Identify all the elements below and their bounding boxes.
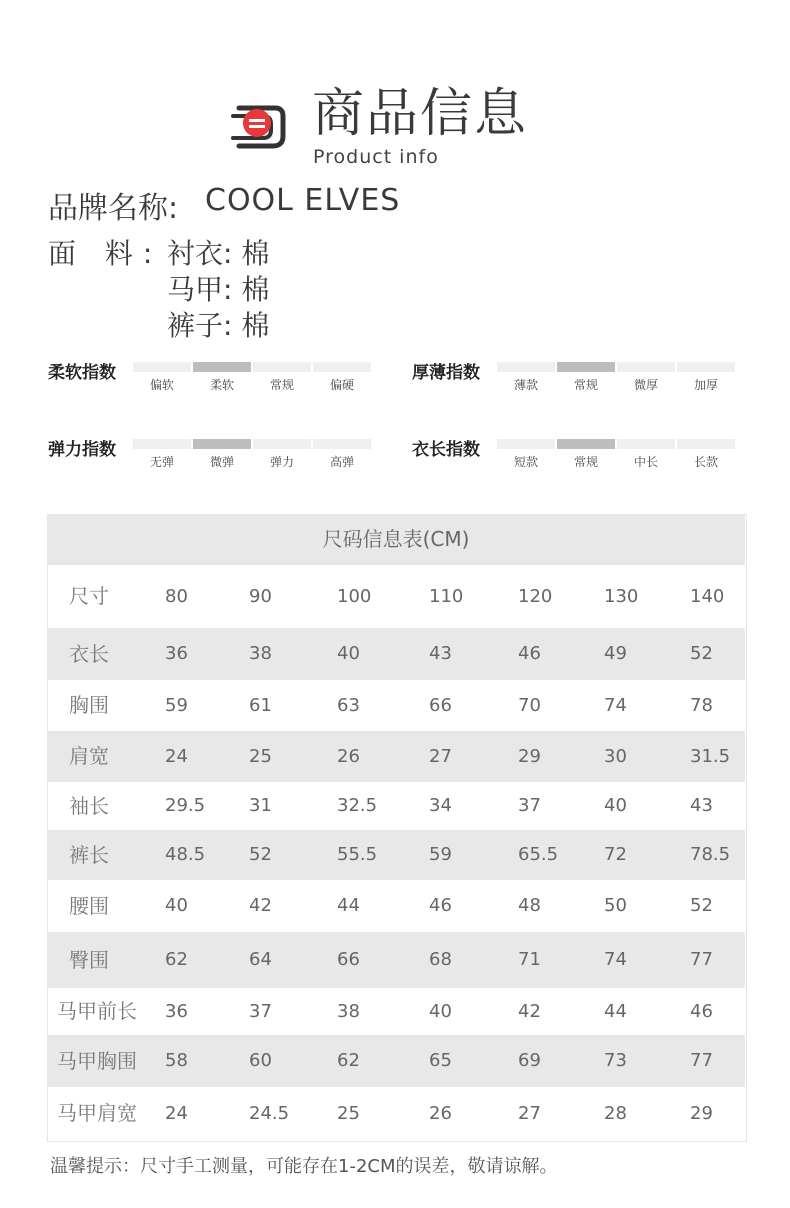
table-cell: 34 bbox=[429, 795, 452, 816]
table-cell: 46 bbox=[690, 1001, 713, 1022]
size-table-title: 尺码信息表(CM) bbox=[47, 514, 745, 565]
table-cell: 59 bbox=[429, 844, 452, 865]
index-bar bbox=[133, 362, 191, 372]
index-option-label: 无弹 bbox=[149, 455, 174, 469]
index-title: 弹力指数 bbox=[48, 440, 116, 460]
table-cell: 26 bbox=[429, 1103, 452, 1124]
table-cell: 80 bbox=[165, 586, 188, 607]
table-cell: 29 bbox=[518, 746, 541, 767]
table-cell: 62 bbox=[165, 949, 188, 970]
table-cell: 38 bbox=[249, 643, 272, 664]
index-bar-selected bbox=[193, 362, 251, 372]
index-option-label: 长款 bbox=[693, 455, 718, 469]
table-cell: 100 bbox=[337, 586, 372, 607]
table-cell: 60 bbox=[249, 1050, 272, 1071]
table-cell: 44 bbox=[604, 1001, 627, 1022]
index-bar-selected bbox=[557, 362, 615, 372]
index-bar bbox=[677, 439, 735, 449]
table-cell: 31.5 bbox=[690, 746, 731, 767]
table-cell: 48 bbox=[518, 895, 541, 916]
table-row bbox=[47, 932, 745, 988]
table-cell: 72 bbox=[604, 844, 627, 865]
table-row bbox=[47, 830, 745, 880]
table-cell: 61 bbox=[249, 695, 272, 716]
table-row bbox=[47, 1087, 745, 1140]
table-cell: 40 bbox=[429, 1001, 452, 1022]
table-cell: 30 bbox=[604, 746, 627, 767]
table-cell: 70 bbox=[518, 695, 541, 716]
table-row bbox=[47, 988, 745, 1035]
table-cell: 37 bbox=[518, 795, 541, 816]
table-cell: 46 bbox=[429, 895, 452, 916]
index-title: 厚薄指数 bbox=[412, 363, 480, 383]
table-cell: 52 bbox=[690, 895, 713, 916]
row-label: 衣长 bbox=[69, 642, 109, 666]
table-cell: 68 bbox=[429, 949, 452, 970]
table-cell: 38 bbox=[337, 1001, 360, 1022]
table-cell: 43 bbox=[690, 795, 713, 816]
row-label: 臀围 bbox=[69, 948, 109, 972]
table-cell: 74 bbox=[604, 695, 627, 716]
table-cell: 28 bbox=[604, 1103, 627, 1124]
table-cell: 40 bbox=[604, 795, 627, 816]
table-row bbox=[47, 880, 745, 932]
table-header-row bbox=[47, 565, 745, 628]
table-cell: 24 bbox=[165, 746, 188, 767]
table-cell: 120 bbox=[518, 586, 553, 607]
index-option-label: 常规 bbox=[573, 455, 598, 469]
material-line: 裤子: 棉 bbox=[167, 309, 270, 342]
table-cell: 29.5 bbox=[165, 795, 206, 816]
index-bar bbox=[313, 439, 371, 449]
table-cell: 32.5 bbox=[337, 795, 378, 816]
index-bar bbox=[133, 439, 191, 449]
material-line: 马甲: 棉 bbox=[167, 273, 270, 306]
row-label: 马甲胸围 bbox=[57, 1049, 137, 1073]
table-cell: 66 bbox=[429, 695, 452, 716]
index-option-label: 偏硬 bbox=[329, 378, 354, 392]
measurement-note: 温馨提示：尺寸手工测量，可能存在1-2CM的误差，敬请谅解。 bbox=[50, 1156, 558, 1177]
index-bar bbox=[617, 362, 675, 372]
row-label: 腰围 bbox=[69, 894, 109, 918]
row-label: 裤长 bbox=[69, 843, 109, 867]
table-cell: 78.5 bbox=[690, 844, 731, 865]
table-row bbox=[47, 1035, 745, 1087]
table-cell: 73 bbox=[604, 1050, 627, 1071]
table-cell: 25 bbox=[249, 746, 272, 767]
row-label: 袖长 bbox=[69, 794, 109, 818]
table-cell: 31 bbox=[249, 795, 272, 816]
row-label: 肩宽 bbox=[69, 744, 109, 768]
row-label: 马甲前长 bbox=[57, 999, 137, 1023]
index-bar bbox=[253, 362, 311, 372]
table-cell: 58 bbox=[165, 1050, 188, 1071]
table-cell: 62 bbox=[337, 1050, 360, 1071]
table-cell: 140 bbox=[690, 586, 725, 607]
table-cell: 71 bbox=[518, 949, 541, 970]
table-cell: 25 bbox=[337, 1103, 360, 1124]
table-cell: 52 bbox=[249, 844, 272, 865]
table-cell: 77 bbox=[690, 1050, 713, 1071]
table-cell: 40 bbox=[337, 643, 360, 664]
table-cell: 77 bbox=[690, 949, 713, 970]
table-cell: 49 bbox=[604, 643, 627, 664]
table-cell: 55.5 bbox=[337, 844, 378, 865]
table-cell: 27 bbox=[429, 746, 452, 767]
table-cell: 65.5 bbox=[518, 844, 559, 865]
table-cell: 42 bbox=[518, 1001, 541, 1022]
index-bar-selected bbox=[557, 439, 615, 449]
index-option-label: 薄款 bbox=[513, 378, 538, 392]
table-cell: 40 bbox=[165, 895, 188, 916]
table-cell: 74 bbox=[604, 949, 627, 970]
index-bar bbox=[313, 362, 371, 372]
material-line: 衬衣: 棉 bbox=[167, 237, 270, 270]
table-cell: 27 bbox=[518, 1103, 541, 1124]
table-cell: 110 bbox=[429, 586, 464, 607]
product-info-logo-icon bbox=[225, 96, 291, 156]
table-row bbox=[47, 782, 745, 830]
table-cell: 24 bbox=[165, 1103, 188, 1124]
table-cell: 37 bbox=[249, 1001, 272, 1022]
index-option-label: 常规 bbox=[573, 378, 598, 392]
table-row bbox=[47, 680, 745, 731]
table-cell: 36 bbox=[165, 1001, 188, 1022]
table-cell: 36 bbox=[165, 643, 188, 664]
table-cell: 64 bbox=[249, 949, 272, 970]
row-label: 胸围 bbox=[69, 693, 109, 717]
table-cell: 69 bbox=[518, 1050, 541, 1071]
material-label: 面 料: bbox=[48, 237, 163, 270]
table-cell: 43 bbox=[429, 643, 452, 664]
index-option-label: 微弹 bbox=[209, 455, 234, 469]
table-cell: 46 bbox=[518, 643, 541, 664]
index-option-label: 中长 bbox=[633, 455, 658, 469]
page-title: 商品信息 bbox=[312, 84, 529, 144]
brand-value: COOL ELVES bbox=[205, 183, 401, 218]
table-cell: 50 bbox=[604, 895, 627, 916]
index-option-label: 弹力 bbox=[269, 455, 294, 469]
table-cell: 78 bbox=[690, 695, 713, 716]
index-title: 衣长指数 bbox=[412, 440, 480, 460]
table-cell: 65 bbox=[429, 1050, 452, 1071]
index-bar bbox=[497, 439, 555, 449]
index-bar bbox=[253, 439, 311, 449]
page-subtitle: Product info bbox=[313, 146, 439, 168]
table-row bbox=[47, 731, 745, 782]
index-option-label: 高弹 bbox=[329, 455, 354, 469]
table-cell: 24.5 bbox=[249, 1103, 290, 1124]
index-option-label: 偏软 bbox=[149, 378, 174, 392]
row-label: 马甲肩宽 bbox=[57, 1101, 137, 1125]
table-cell: 66 bbox=[337, 949, 360, 970]
index-option-label: 微厚 bbox=[633, 378, 658, 392]
table-cell: 42 bbox=[249, 895, 272, 916]
table-cell: 52 bbox=[690, 643, 713, 664]
index-bar bbox=[617, 439, 675, 449]
table-cell: 90 bbox=[249, 586, 272, 607]
index-bar bbox=[497, 362, 555, 372]
table-cell: 63 bbox=[337, 695, 360, 716]
table-cell: 48.5 bbox=[165, 844, 206, 865]
index-option-label: 加厚 bbox=[693, 378, 718, 392]
row-label: 尺寸 bbox=[69, 584, 109, 608]
table-row bbox=[47, 628, 745, 680]
table-cell: 59 bbox=[165, 695, 188, 716]
table-cell: 26 bbox=[337, 746, 360, 767]
table-cell: 44 bbox=[337, 895, 360, 916]
index-option-label: 柔软 bbox=[209, 378, 234, 392]
brand-label: 品牌名称: bbox=[48, 191, 179, 226]
index-bar-selected bbox=[193, 439, 251, 449]
index-title: 柔软指数 bbox=[48, 363, 116, 383]
index-bar bbox=[677, 362, 735, 372]
table-cell: 29 bbox=[690, 1103, 713, 1124]
table-cell: 130 bbox=[604, 586, 639, 607]
index-option-label: 短款 bbox=[513, 455, 538, 469]
index-option-label: 常规 bbox=[269, 378, 294, 392]
